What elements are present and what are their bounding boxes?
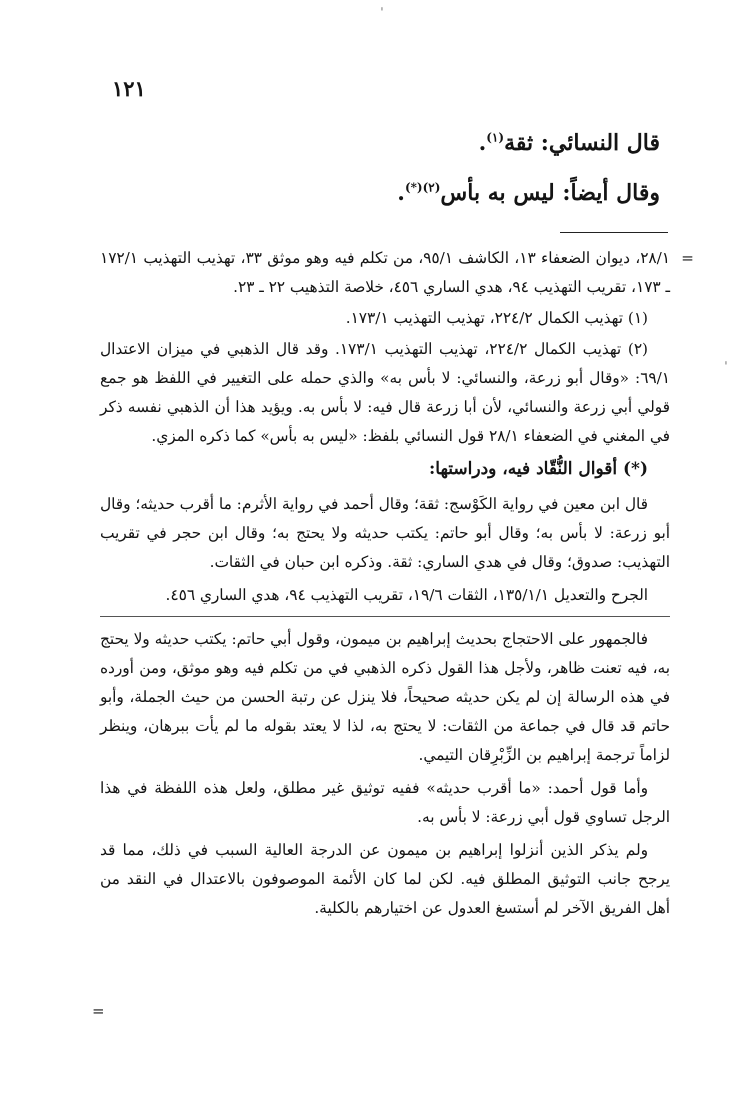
footnote-2: (٢) تهذيب الكمال ٢٢٤/٢، تهذيب التهذيب ١٧٣/١. وقد قال الذهبي في ميزان الاعتدال ٦٩/١: «وقال أبو زرعة، والنسائي: لا بأس به» والذي حمله على التغيير في اللفظ هو جمع قولي أبي زرعة والنسائي، لأن أبا زرعة قال فيه: لا بأس به. ويؤيد هذا أن الذهبي نفسه ذكر في المغني في الضعفاء ٢٨/١ قول النسائي بلفظ: «ليس به بأس» كما ذكره المزي. xyxy=(100,340,670,445)
footnote-separator xyxy=(560,232,668,233)
scan-speck: ˈ xyxy=(380,6,384,22)
footnote-continuation-text: ٢٨/١، ديوان الضعفاء ١٣، الكاشف ٩٥/١، من تكلم فيه وهو موثق ٣٣، تهذيب التهذيب ١٧٢/١ ـ ١٧٣، تقريب التهذيب ٩٤، هدي الساري ٤٥٦، خلاصة التذهيب ٢٢ ـ ٢٣. xyxy=(100,249,670,296)
scan-speck: ˈ xyxy=(724,360,728,376)
star-note-paragraph: فالجمهور على الاحتجاج بحديث إبراهيم بن ميمون، وقول أبي حاتم: يكتب حديثه ولا يحتج به، فيه تعنت ظاهر، ولأجل هذا القول ذكره الذهبي في من تكلم فيه وهو موثق، ومن أورده في هذه الرسالة إن لم يكن حديثه صحيحاً، فلا ينزل عن رتبة الحسن من حيث الجملة، وأبو حاتم قد قال في جماعة من الثقات: لا يحتج به، لذا لا يعتد بقوله ما لم يأت ببرهان، وينظر لزاماً ترجمة إبراهيم بن الزِّبْرِقان التيمي. xyxy=(100,630,670,764)
page-number: ١٢١ xyxy=(112,76,146,101)
main-line-nasai-thiqa xyxy=(479,130,660,156)
star-note-paragraph: قال ابن معين في رواية الكَوْسج: ثقة؛ وقال أحمد في رواية الأثرم: ما أقرب حديثه؛ وقال أبو زرعة: لا بأس به؛ وقال أبو حاتم: يكتب حديثه ولا يحتج به؛ وقال ابن حجر في تقريب التهذيب: صدوق؛ وقال في هدي الساري: ثقة. وذكره ابن حبان في الثقات. xyxy=(100,495,670,571)
star-note-heading: (*) أقوال النُّقّاد فيه، ودراستها: xyxy=(429,459,648,479)
footnotes xyxy=(100,244,694,927)
main-line-nasai-laysa-bihi-bas xyxy=(397,180,660,206)
main-line-text: وقال أيضاً: ليس به بأس xyxy=(440,180,660,206)
star-note-sources: الجرح والتعديل ١٣٥/١/١، الثقات ١٩/٦، تقريب التهذيب ٩٤، هدي الساري ٤٥٦. xyxy=(165,586,648,604)
star-note-paragraph: وأما قول أحمد: «ما أقرب حديثه» ففيه توثيق غير مطلق، ولعل هذه اللفظة في هذا الرجل تساوي قول أبي زرعة: لا بأس به. xyxy=(100,779,670,826)
continuation-mark: = xyxy=(681,249,694,267)
main-line-tail: . xyxy=(397,180,405,206)
main-line-text: قال النسائي: ثقة xyxy=(504,130,660,156)
continuation-mark-end: = xyxy=(92,1002,105,1020)
section-divider xyxy=(100,616,670,617)
main-line-tail: . xyxy=(478,130,487,156)
footnote-continuation xyxy=(100,244,694,302)
footnote-1: (١) تهذيب الكمال ٢٢٤/٢، تهذيب التهذيب ١٧٣/١. xyxy=(345,309,648,327)
footnote-ref: (٢)(*) xyxy=(404,180,441,195)
footnote-ref: (١) xyxy=(486,130,505,145)
star-note-paragraph: ولم يذكر الذين أنزلوا إبراهيم بن ميمون عن الدرجة العالية السبب في ذلك، مما قد يرجح جانب التوثيق المطلق فيه. لكن لما كان الأئمة الموصوفون بالاعتدال في النقد من أهل الفريق الآخر لم أستسغ العدول عن اختيارهم بالكلية. xyxy=(100,841,670,917)
